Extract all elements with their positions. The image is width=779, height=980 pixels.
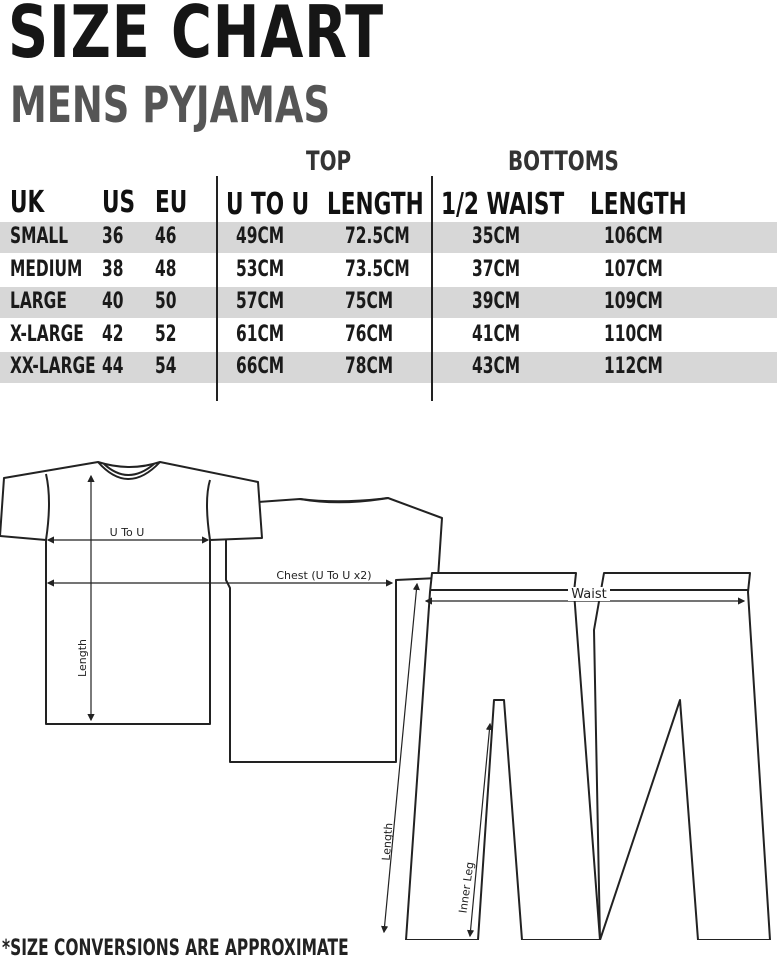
label-waist: Waist bbox=[571, 587, 607, 602]
cell-length-bottom: 107CM bbox=[604, 256, 663, 282]
cell-uk: SMALL bbox=[10, 224, 69, 249]
header-u-to-u: U TO U bbox=[226, 187, 310, 222]
cell-length-top: 78CM bbox=[345, 354, 394, 379]
cell-us: 38 bbox=[102, 256, 124, 282]
header-half-waist: 1/2 WAIST bbox=[441, 187, 565, 222]
cell-us: 42 bbox=[102, 321, 124, 347]
label-inner-leg: Inner Leg bbox=[456, 861, 477, 915]
cell-eu: 52 bbox=[155, 321, 177, 347]
cell-length-top: 75CM bbox=[345, 289, 394, 314]
tshirt-front bbox=[0, 462, 262, 724]
label-length-bottom: Length bbox=[379, 822, 396, 862]
cell-half-waist: 41CM bbox=[472, 321, 521, 347]
trousers-back bbox=[594, 573, 770, 940]
label-u-to-u: U To U bbox=[109, 526, 145, 539]
label-length-top: Length bbox=[76, 639, 89, 677]
garment-diagram bbox=[0, 440, 779, 940]
cell-us: 44 bbox=[102, 354, 124, 379]
header-length-bottom: LENGTH bbox=[590, 187, 687, 222]
cell-length-bottom: 106CM bbox=[604, 224, 663, 249]
cell-half-waist: 43CM bbox=[472, 354, 521, 379]
cell-us: 40 bbox=[102, 289, 124, 314]
cell-length-top: 73.5CM bbox=[345, 256, 410, 282]
page-title: SIZE CHART bbox=[8, 0, 385, 74]
table-row bbox=[0, 352, 777, 383]
cell-half-waist: 39CM bbox=[472, 289, 521, 314]
cell-uk: X-LARGE bbox=[10, 321, 84, 347]
cell-length-bottom: 109CM bbox=[604, 289, 663, 314]
header-length-top: LENGTH bbox=[327, 187, 424, 222]
cell-length-bottom: 110CM bbox=[604, 321, 663, 347]
cell-us: 36 bbox=[102, 224, 124, 249]
table-row bbox=[0, 255, 777, 286]
cell-eu: 48 bbox=[155, 256, 177, 282]
column-divider-top bbox=[216, 176, 218, 401]
cell-half-waist: 35CM bbox=[472, 224, 521, 249]
cell-eu: 50 bbox=[155, 289, 177, 314]
label-chest: Chest (U To U x2) bbox=[276, 569, 372, 582]
cell-uk: XX-LARGE bbox=[10, 354, 96, 379]
cell-length-bottom: 112CM bbox=[604, 354, 663, 379]
group-header-bottoms: BOTTOMS bbox=[508, 146, 619, 177]
table-row bbox=[0, 287, 777, 318]
cell-uk: LARGE bbox=[10, 289, 67, 314]
table-row bbox=[0, 320, 777, 351]
group-header-top: TOP bbox=[306, 146, 352, 177]
column-divider-bottoms bbox=[431, 176, 433, 401]
page-subtitle: MENS PYJAMAS bbox=[10, 76, 331, 134]
cell-u-to-u: 57CM bbox=[236, 289, 285, 314]
header-eu: EU bbox=[155, 185, 188, 220]
cell-u-to-u: 49CM bbox=[236, 224, 285, 249]
table-row bbox=[0, 222, 777, 253]
cell-half-waist: 37CM bbox=[472, 256, 521, 282]
cell-length-top: 72.5CM bbox=[345, 224, 410, 249]
cell-u-to-u: 66CM bbox=[236, 354, 285, 379]
cell-u-to-u: 61CM bbox=[236, 321, 285, 347]
trousers-front bbox=[406, 573, 600, 940]
footnote: *SIZE CONVERSIONS ARE APPROXIMATE bbox=[2, 936, 349, 961]
header-uk: UK bbox=[10, 185, 45, 220]
cell-u-to-u: 53CM bbox=[236, 256, 285, 282]
cell-uk: MEDIUM bbox=[10, 256, 83, 282]
cell-eu: 54 bbox=[155, 354, 177, 379]
cell-length-top: 76CM bbox=[345, 321, 394, 347]
cell-eu: 46 bbox=[155, 224, 177, 249]
header-us: US bbox=[102, 185, 136, 220]
